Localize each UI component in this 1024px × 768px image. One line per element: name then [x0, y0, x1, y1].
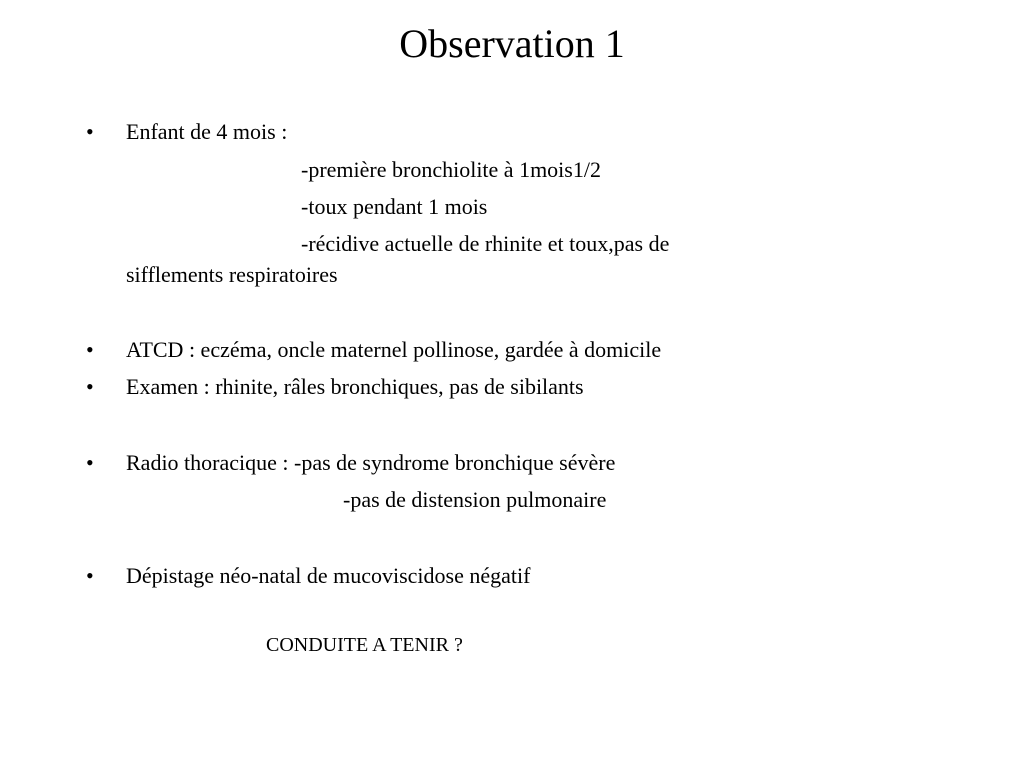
bullet-text-examen: Examen : rhinite, râles bronchiques, pas de sibilants	[126, 374, 584, 399]
slide-title: Observation 1	[399, 21, 625, 66]
bullet-text-radio: Radio thoracique : -pas de syndrome bronchique sévère	[126, 450, 616, 475]
bullet-text-enfant: Enfant de 4 mois :	[126, 119, 288, 144]
sub-item-distension: -pas de distension pulmonaire	[343, 487, 607, 512]
sub-item-recidive-continuation: sifflements respiratoires	[126, 262, 338, 287]
bullet-icon: •	[86, 119, 94, 144]
sub-item-bronchiolite: -première bronchiolite à 1mois1/2	[301, 157, 601, 182]
closing-question: CONDUITE A TENIR ?	[266, 634, 463, 656]
bullet-icon: •	[86, 450, 94, 475]
bullet-icon: •	[86, 563, 94, 588]
bullet-text-depistage: Dépistage néo-natal de mucoviscidose négatif	[126, 563, 531, 588]
bullet-icon: •	[86, 374, 94, 399]
bullet-icon: •	[86, 337, 94, 362]
sub-item-toux: -toux pendant 1 mois	[301, 194, 488, 219]
sub-item-recidive: -récidive actuelle de rhinite et toux,pas de	[301, 231, 670, 256]
bullet-text-atcd: ATCD : eczéma, oncle maternel pollinose, gardée à domicile	[126, 337, 662, 362]
